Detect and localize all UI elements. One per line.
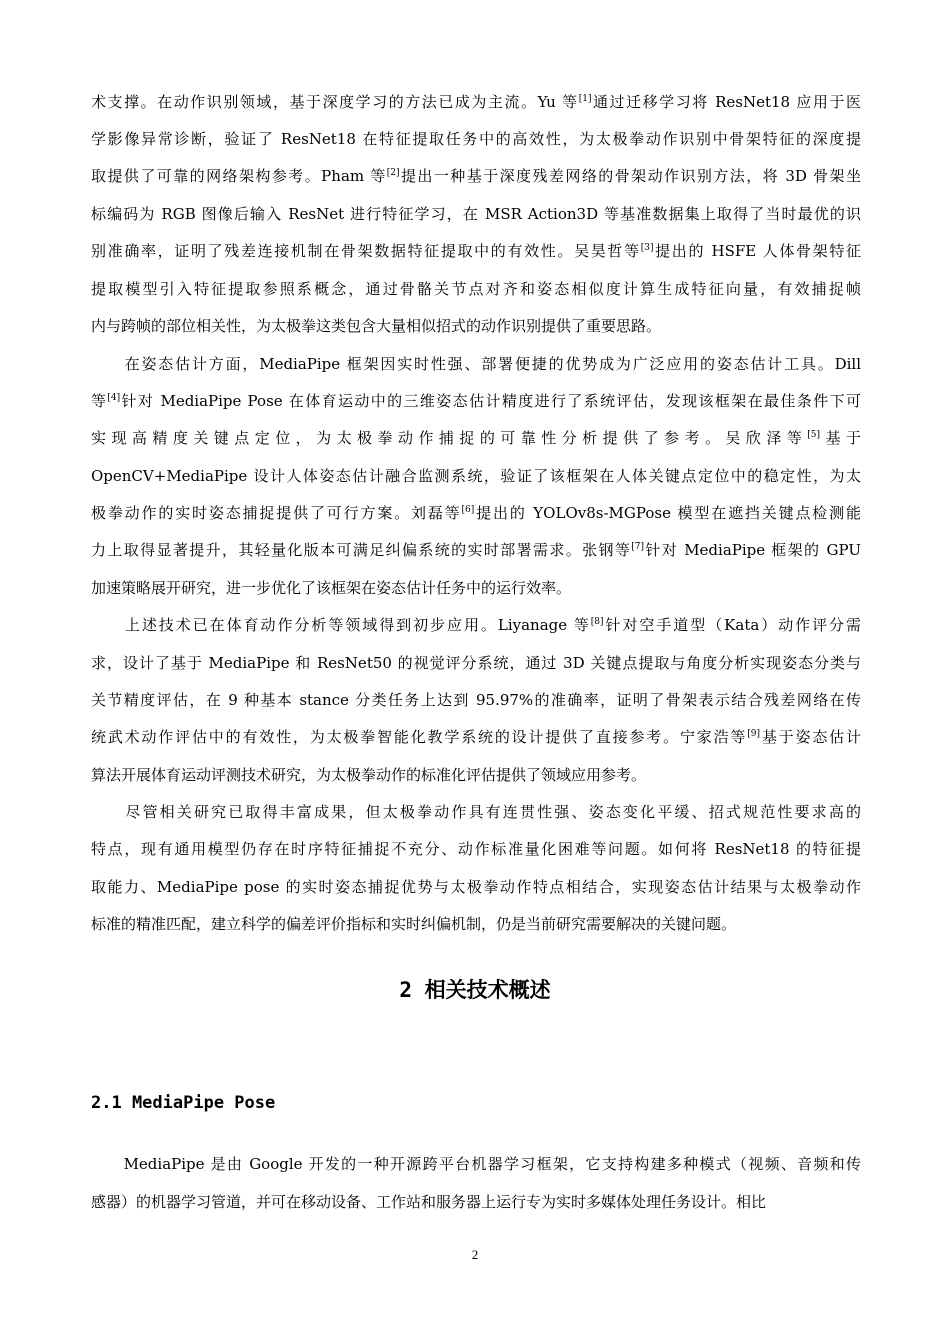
text-line [91,158,861,195]
line-text: 针对空手道型（Kata）动作评分需 [603,616,861,634]
text-line [91,906,861,943]
text-line [91,607,861,644]
line-text: 求，设计了基于 MediaPipe 和 ResNet50 的视觉评分系统，通过 3D 关键点提取与角度分析实现姿态分类与 [91,654,861,672]
line-text: 提出的 YOLOv8s-MGPose 模型在遮挡关键点检测能 [474,504,861,522]
line-text: 提取模型引入特征提取参照系概念，通过骨骼关节点对齐和姿态相似度计算生成特征向量，有效捕捉帧 [91,280,861,298]
line-text: 力上取得显著提升，其轻量化版本可满足纠偏系统的实时部署需求。张钢等 [91,541,632,559]
text-line [91,495,861,532]
line-text: 加速策略展开研究，进一步优化了该框架在姿态估计任务中的运行效率。 [91,579,572,597]
line-text: 标准的精准匹配，建立科学的偏差评价指标和实时纠偏机制，仍是当前研究需要解决的关键问题。 [91,915,737,933]
citation-marker: [7] [631,542,644,552]
text-line [91,682,861,719]
text-line [91,196,861,233]
line-text: 感器）的机器学习管道，并可在移动设备、工作站和服务器上运行专为实时多媒体处理任务设计。相比 [91,1193,767,1211]
line-text: 基于 [820,429,861,447]
citation-marker: [3] [640,243,654,253]
line-text: 极拳动作的实时姿态捕捉提供了可行方案。刘磊等 [91,504,462,522]
text-line [91,233,861,270]
text-line [91,794,861,831]
line-text: MediaPipe 是由 Google 开发的一种开源跨平台机器学习框架，它支持构建多种模式（视频、音频和传 [91,1155,861,1173]
text-line [91,1146,861,1183]
line-text: 内与跨帧的部位相关性，为太极拳这类包含大量相似招式的动作识别提供了重要思路。 [91,317,662,335]
citation-marker: [6] [461,505,475,515]
line-text: 标编码为 RGB 图像后输入 ResNet 进行特征学习，在 MSR Action3D 等基准数据集上取得了当时最优的识 [91,205,861,223]
line-text: 取能力、MediaPipe pose 的实时姿态捕捉优势与太极拳动作特点相结合，实现姿态估计结果与太极拳动作 [91,878,861,896]
citation-marker: [1] [578,94,592,104]
subsection-heading: 2.1 MediaPipe Pose [91,1093,276,1113]
line-text: 实现高精度关键点定位，为太极拳动作捕捉的可靠性分析提供了参考。吴欣泽等 [91,429,808,447]
text-line [91,645,861,682]
text-line [91,84,861,121]
text-line [91,719,861,756]
citation-marker: [2] [386,168,400,178]
line-text: 基于姿态估计 [760,728,861,746]
line-text: 针对 MediaPipe 框架的 GPU [643,541,861,559]
line-text: 算法开展体育运动评测技术研究，为太极拳动作的标准化评估提供了领域应用参考。 [91,766,647,784]
line-text: 在姿态估计方面，MediaPipe 框架因实时性强、部署便捷的优势成为广泛应用的姿态估计工具。Dill [91,355,861,373]
text-line [91,757,861,794]
text-line [91,831,861,868]
text-line [91,458,861,495]
citation-marker: [5] [807,430,821,440]
line-text: 针对 MediaPipe Pose 在体育运动中的三维姿态估计精度进行了系统评估，发现该框架在最佳条件下可 [120,392,861,410]
text-line [91,271,861,308]
citation-marker: [9] [747,729,761,739]
line-text: 通过迁移学习将 ResNet18 应用于医 [591,93,861,111]
line-text: 学影像异常诊断，验证了 ResNet18 在特征提取任务中的高效性，为太极拳动作识别中骨架特征的深度提 [91,130,861,148]
text-line [91,383,861,420]
text-line [91,1184,861,1221]
line-text: 关节精度评估，在 9 种基本 stance 分类任务上达到 95.97%的准确率，证明了骨架表示结合残差网络在传 [91,691,861,709]
line-text: 提出的 HSFE 人体骨架特征 [653,242,861,260]
text-line [91,532,861,569]
line-text: 特点，现有通用模型仍存在时序特征捕捉不充分、动作标准量化困难等问题。如何将 ResNet18 的特征提 [91,840,861,858]
line-text: 上述技术已在体育动作分析等领域得到初步应用。Liyanage 等 [91,616,591,634]
section-heading: 2 相关技术概述 [399,978,551,1002]
text-line [91,869,861,906]
page-number: 2 [471,1247,479,1262]
text-line [91,570,861,607]
citation-marker: [4] [107,393,121,403]
line-text: 取提供了可靠的网络架构参考。Pham 等 [91,167,387,185]
text-line [91,346,861,383]
line-text: 统武术动作评估中的有效性，为太极拳智能化教学系统的设计提供了直接参考。宁家浩等 [91,728,748,746]
line-text: 术支撑。在动作识别领域，基于深度学习的方法已成为主流。Yu 等 [91,93,579,111]
text-line [91,121,861,158]
line-text: OpenCV+MediaPipe 设计人体姿态估计融合监测系统，验证了该框架在人体关键点定位中的稳定性，为太 [91,467,861,485]
line-text: 等 [91,392,108,410]
text-line [91,420,861,457]
line-text: 别准确率，证明了残差连接机制在骨架数据特征提取中的有效性。吴昊哲等 [91,242,641,260]
text-line [91,308,861,345]
line-text: 提出一种基于深度残差网络的骨架动作识别方法，将 3D 骨架坐 [399,167,861,185]
citation-marker: [8] [590,617,604,627]
line-text: 尽管相关研究已取得丰富成果，但太极拳动作具有连贯性强、姿态变化平缓、招式规范性要求高的 [91,803,861,821]
